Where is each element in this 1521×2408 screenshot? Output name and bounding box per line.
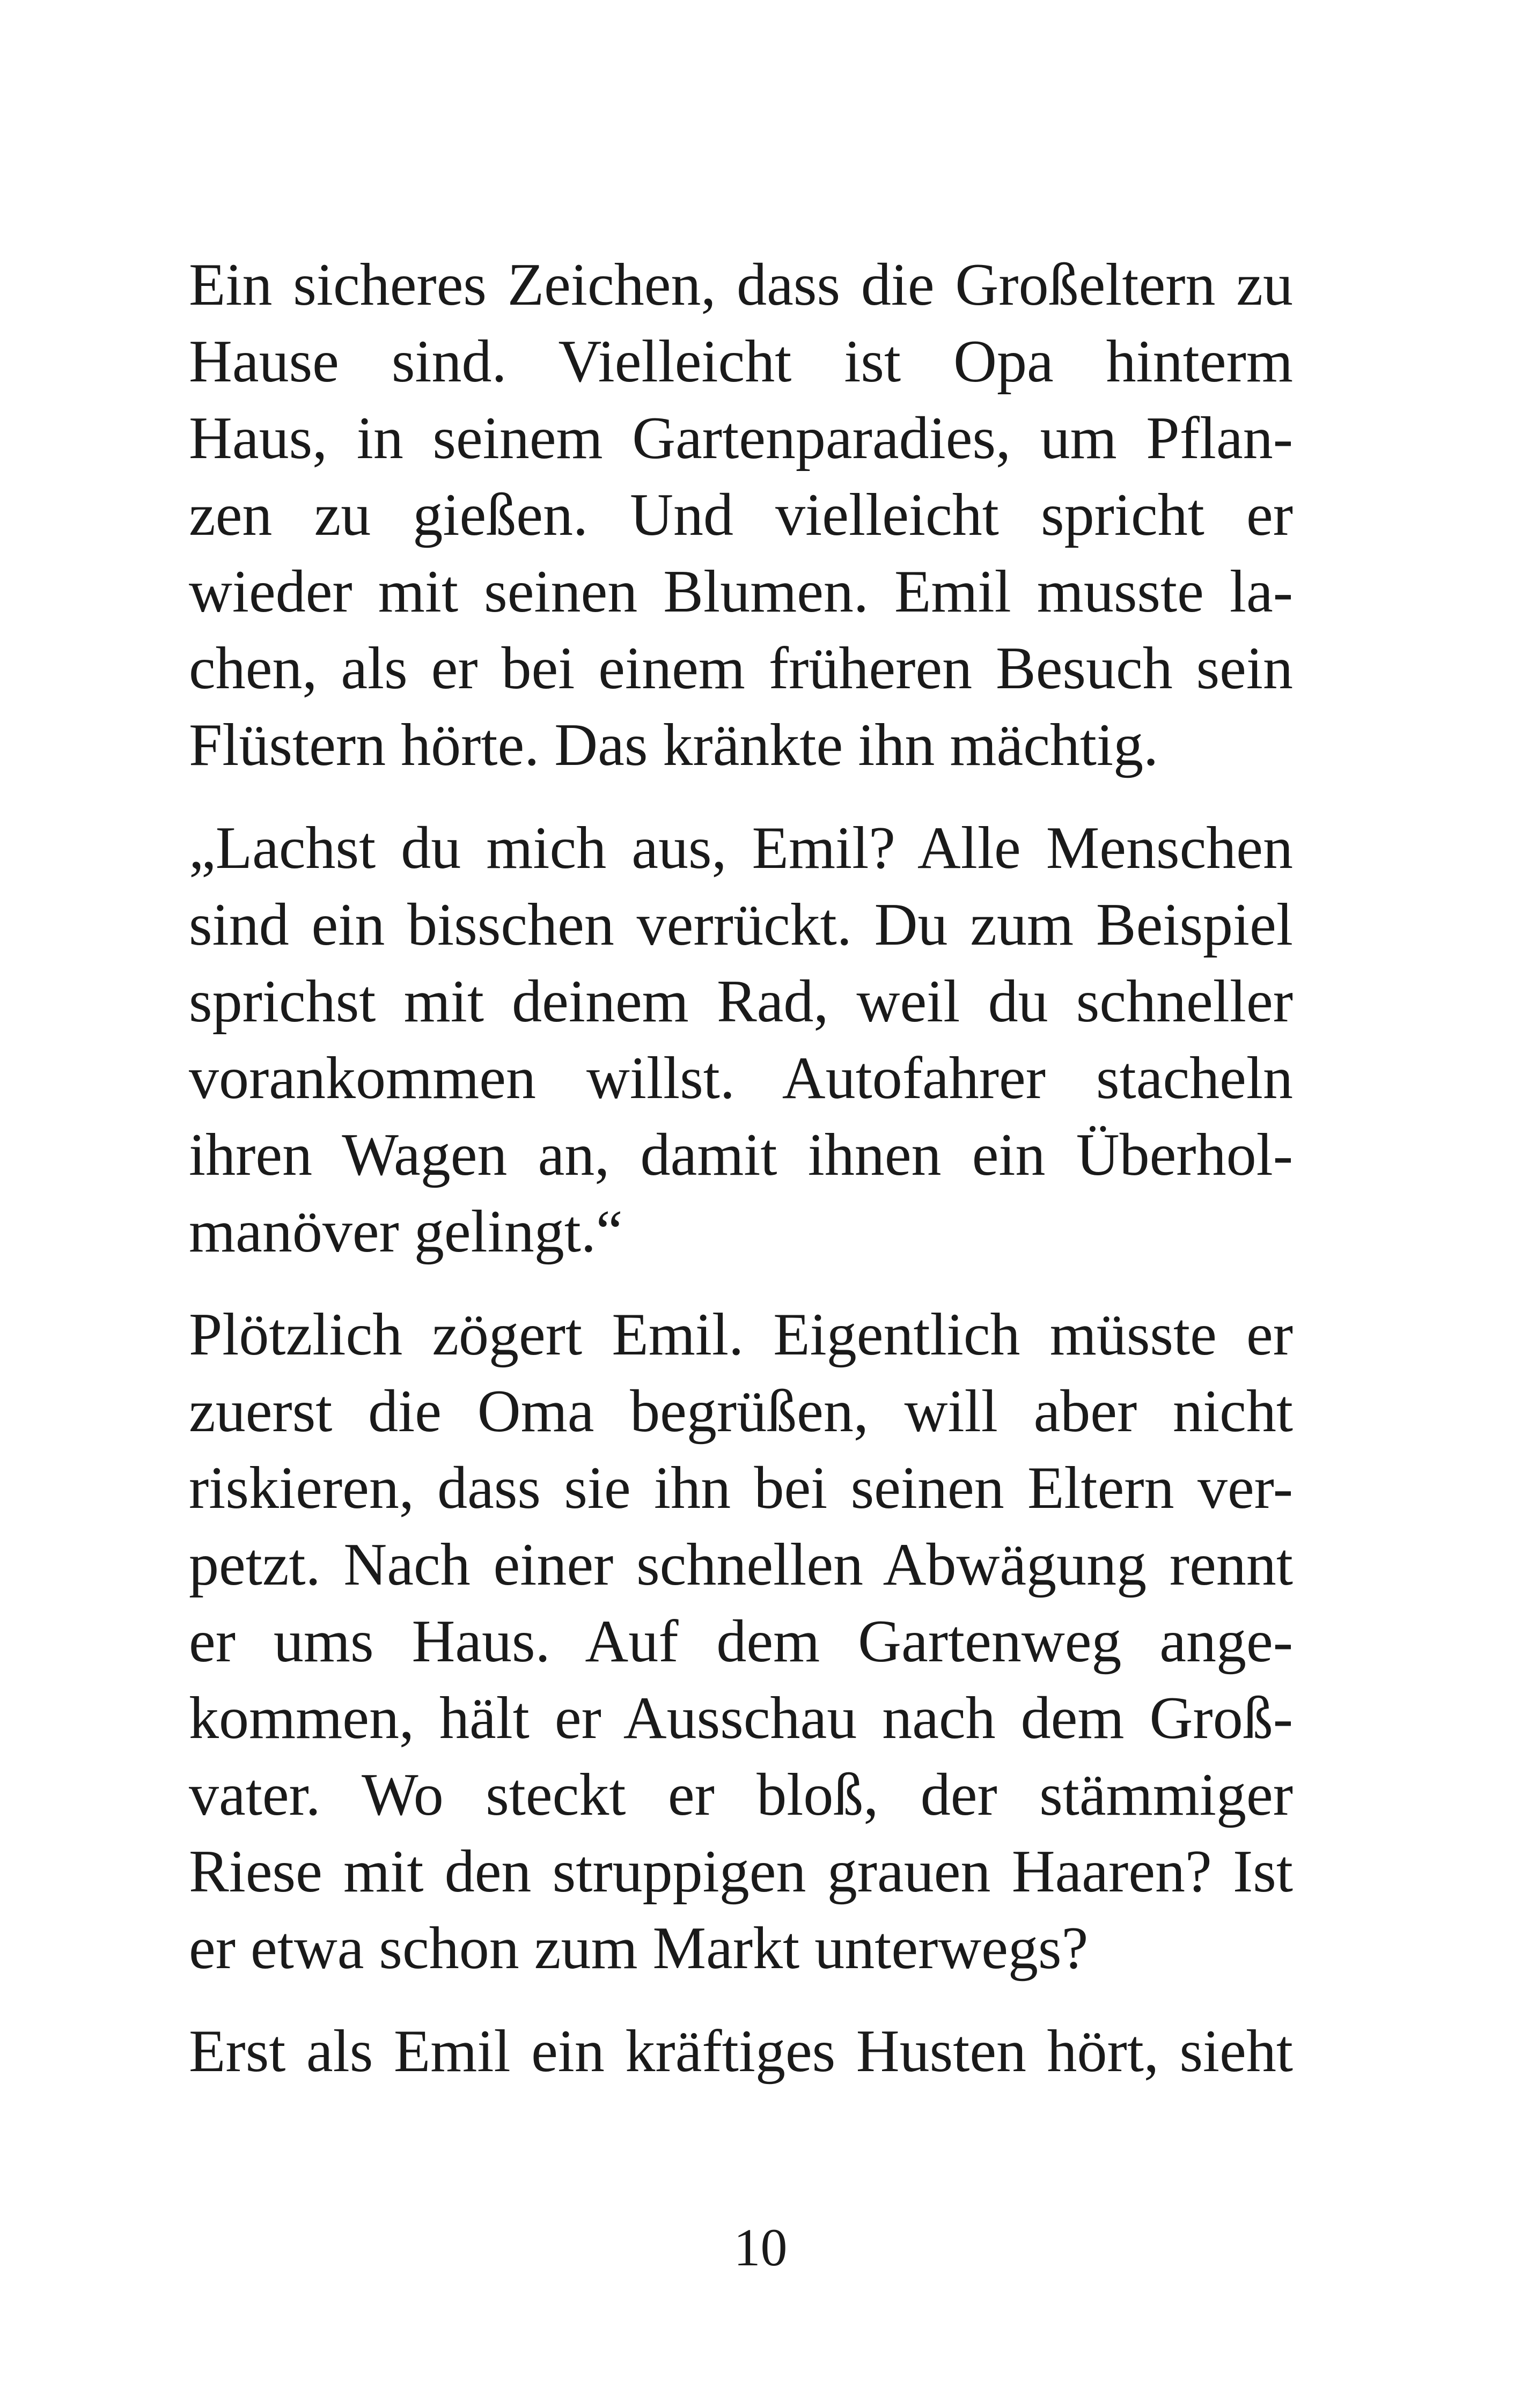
text-line: Flüstern hörte. Das kränkte ihn mächtig. [189,712,1159,778]
paragraph [189,810,1293,1270]
text-line: Haus, in seinem Gartenparadies, um Pflan- [189,405,1293,472]
body-text [189,247,1293,2090]
text-line: zuerst die Oma begrüßen, will aber nicht [189,1378,1293,1445]
text-line: kommen, hält er Ausschau nach dem Groß- [189,1685,1293,1751]
paragraph [189,1297,1293,1987]
text-line: wieder mit seinen Blumen. Emil musste la- [189,558,1293,625]
text-line: chen, als er bei einem früheren Besuch sein [189,635,1293,702]
text-line: petzt. Nach einer schnellen Abwägung rennt [189,1531,1293,1598]
text-line: vorankommen willst. Autofahrer stacheln [189,1045,1293,1111]
paragraph-spacer [189,1987,1293,2013]
page-number: 10 [733,2218,788,2277]
paragraph [189,2013,1293,2090]
text-line: Ein sicheres Zeichen, dass die Großeltern zu [189,252,1293,318]
text-line: sind ein bisschen verrückt. Du zum Beispiel [189,892,1293,958]
paragraph-spacer [189,784,1293,810]
text-line: zen zu gießen. Und vielleicht spricht er [189,482,1293,548]
text-line: er ums Haus. Auf dem Gartenweg ange- [189,1608,1293,1675]
text-line: riskieren, dass sie ihn bei seinen Eltern ver- [189,1455,1293,1521]
paragraph-spacer [189,1270,1293,1297]
paragraph [189,247,1293,784]
text-line: ihren Wagen an, damit ihnen ein Überhol- [189,1122,1293,1188]
text-line: „Lachst du mich aus, Emil? Alle Menschen [189,815,1293,881]
text-line: er etwa schon zum Markt unterwegs? [189,1915,1089,1982]
text-line: manöver gelingt.“ [189,1198,623,1265]
text-line: vater. Wo steckt er bloß, der stämmiger [189,1762,1293,1828]
text-line: Riese mit den struppigen grauen Haaren? Ist [189,1838,1293,1905]
text-line: Hause sind. Vielleicht ist Opa hinterm [189,328,1293,395]
text-line: Plötzlich zögert Emil. Eigentlich müsste er [189,1301,1293,1368]
text-line: Erst als Emil ein kräftiges Husten hört, sieht [189,2018,1293,2085]
text-line: sprichst mit deinem Rad, weil du schneller [189,968,1293,1035]
